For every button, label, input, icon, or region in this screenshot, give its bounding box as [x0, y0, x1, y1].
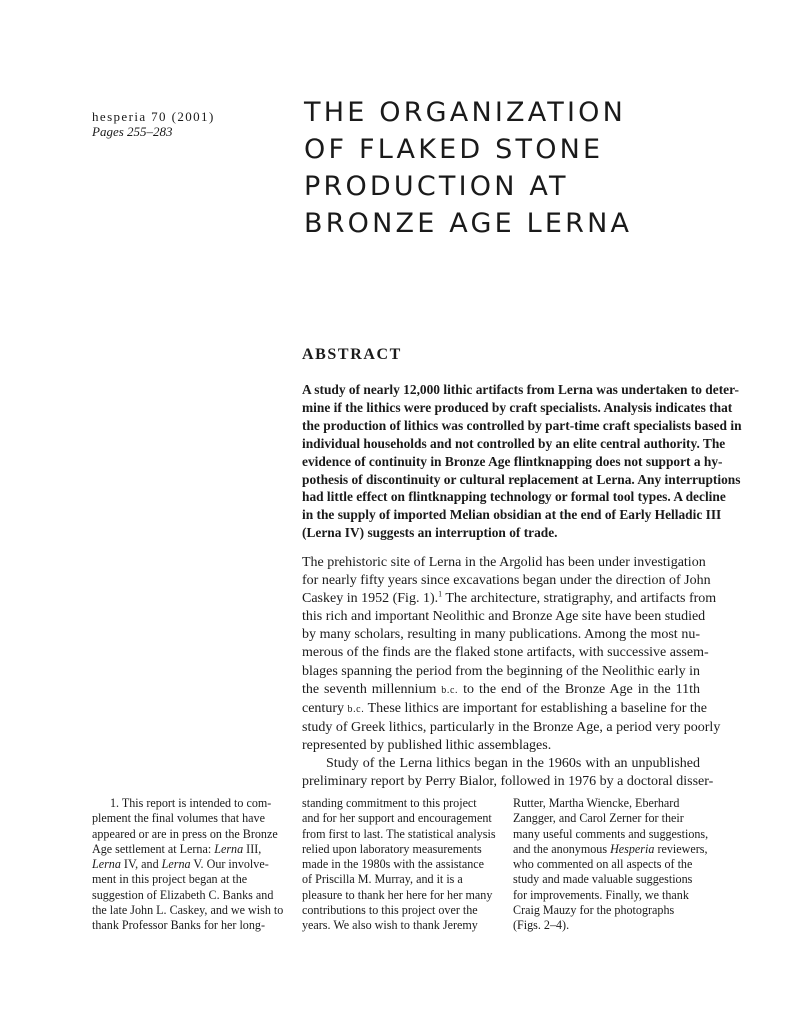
footnote-line	[513, 841, 708, 857]
footnote-fragment: III,	[243, 841, 262, 856]
footnote-line: 1. This report is intended to com-	[110, 796, 272, 810]
footnote-line: relied upon laboratory measurements	[302, 841, 482, 856]
title-line: THE ORGANIZATION	[304, 97, 626, 128]
body-line: Study of the Lerna lithics began in the 1960s with an unpublished	[326, 756, 700, 772]
footnote-line: made in the 1980s with the assistance	[302, 857, 485, 872]
body-fragment: to the end of the Bronze Age in the 11th	[458, 681, 700, 697]
abstract-line: the production of lithics was controlled by part-time craft specialists based in	[302, 417, 742, 433]
footnote-line: many useful comments and suggestions,	[513, 826, 709, 841]
footnote-column-2	[302, 796, 496, 934]
body-line: study of Greek lithics, particularly in the Bronze Age, a period very poorly	[302, 719, 721, 735]
footnote-line: from first to last. The statistical analysis	[302, 826, 496, 841]
article-title	[304, 94, 724, 242]
era-abbrev: b.c.	[347, 703, 365, 715]
body-line: preliminary report by Perry Bialor, followed in 1976 by a doctoral disser-	[302, 774, 714, 790]
body-line	[302, 681, 700, 700]
footnote-fragment: reviewers,	[654, 841, 708, 856]
footnote-line: and for her support and encouragement	[302, 811, 492, 826]
body-text	[302, 554, 721, 791]
footnote-line: suggestion of Elizabeth C. Banks and	[92, 887, 274, 902]
footnote-line: ment in this project began at the	[92, 872, 248, 887]
footnote-line: Zangger, and Carol Zerner for their	[513, 811, 684, 826]
journal-name: hesperia 70 (2001)	[92, 109, 215, 124]
footnote-line	[92, 842, 278, 857]
journal-pages: Pages 255–283	[92, 124, 173, 139]
body-fragment: Caskey in 1952 (Fig. 1).	[302, 591, 439, 607]
body-fragment: These lithics are important for establishing a baseline for the	[364, 700, 707, 716]
footnote-column-1	[92, 796, 284, 934]
era-abbrev: b.c.	[441, 684, 459, 696]
footnote-fragment: IV, and	[120, 857, 162, 872]
body-line: this rich and important Neolithic and Bronze Age site have been studied	[302, 609, 706, 625]
book-title: Lerna	[214, 841, 244, 856]
abstract-text	[302, 381, 742, 542]
abstract-line: mine if the lithics were produced by craft specialists. Analysis indicates that	[302, 399, 733, 415]
footnote-line	[92, 857, 278, 872]
footnote-line: years. We also wish to thank Jeremy	[302, 918, 478, 933]
footnote-line: pleasure to thank her here for her many	[302, 887, 493, 902]
footnote-line: (Figs. 2–4).	[513, 918, 570, 933]
body-line: by many scholars, resulting in many publications. Among the most nu-	[302, 627, 700, 643]
body-fragment: the seventh millennium	[302, 681, 442, 697]
journal-title: Hesperia	[610, 841, 655, 856]
footnote-fragment: Age settlement at Lerna:	[92, 841, 215, 856]
footnote-ref[interactable]: 1	[438, 589, 443, 599]
footnote-line: Rutter, Martha Wiencke, Eberhard	[513, 796, 680, 810]
abstract-heading: ABSTRACT	[302, 346, 402, 363]
abstract-line: (Lerna IV) suggests an interruption of trade.	[302, 525, 558, 541]
title-line: PRODUCTION AT	[304, 171, 569, 202]
abstract-line: individual households and not controlled by an elite central authority. The	[302, 435, 726, 451]
body-fragment: The architecture, stratigraphy, and artifacts from	[442, 591, 717, 607]
abstract-line: in the supply of imported Melian obsidian at the end of Early Helladic III	[302, 507, 722, 523]
footnote-column-3	[513, 796, 709, 934]
footnote-fragment: V. Our involve-	[190, 857, 269, 872]
abstract-line: A study of nearly 12,000 lithic artifacts from Lerna was undertaken to deter-	[302, 382, 740, 397]
footnote-line: standing commitment to this project	[302, 796, 477, 810]
body-line	[302, 589, 717, 608]
footnote-line: Craig Mauzy for the photographs	[513, 903, 675, 918]
footnote-line: study and made valuable suggestions	[513, 872, 693, 887]
footnote-fragment: and the anonymous	[513, 841, 611, 856]
footnote-line: plement the final volumes that have	[92, 811, 265, 826]
footnote-line: of Priscilla M. Murray, and it is a	[302, 872, 463, 887]
footnote-line: appeared or are in press on the Bronze	[92, 826, 278, 841]
body-line: represented by published lithic assemblages.	[302, 737, 552, 753]
body-line: for nearly fifty years since excavations began under the direction of John	[302, 573, 711, 589]
book-title: Lerna	[92, 857, 121, 872]
footnote-line: who commented on all aspects of the	[513, 857, 693, 872]
footnote-line: thank Professor Banks for her long-	[92, 918, 265, 933]
abstract-line: had little effect on flintknapping technology or formal tool types. A decline	[302, 489, 726, 505]
footnote-line: contributions to this project over the	[302, 903, 478, 918]
footnote-line: for improvements. Finally, we thank	[513, 887, 689, 902]
body-line	[302, 700, 707, 719]
title-line: OF FLAKED STONE	[304, 134, 604, 165]
body-line: blages spanning the period from the beginning of the Neolithic early in	[302, 663, 700, 679]
abstract-line: pothesis of discontinuity or cultural replacement at Lerna. Any interruptions	[302, 471, 741, 487]
footnote-line: the late John L. Caskey, and we wish to	[92, 903, 284, 918]
book-title: Lerna	[161, 857, 191, 872]
title-line: BRONZE AGE LERNA	[304, 208, 633, 239]
journal-info	[92, 109, 282, 139]
body-line: The prehistoric site of Lerna in the Argolid has been under investigation	[302, 555, 706, 570]
body-line: merous of the finds are the flaked stone artifacts, with successive assem-	[302, 645, 709, 661]
body-fragment: century	[302, 700, 348, 716]
abstract-line: evidence of continuity in Bronze Age flintknapping does not support a hy-	[302, 453, 723, 469]
